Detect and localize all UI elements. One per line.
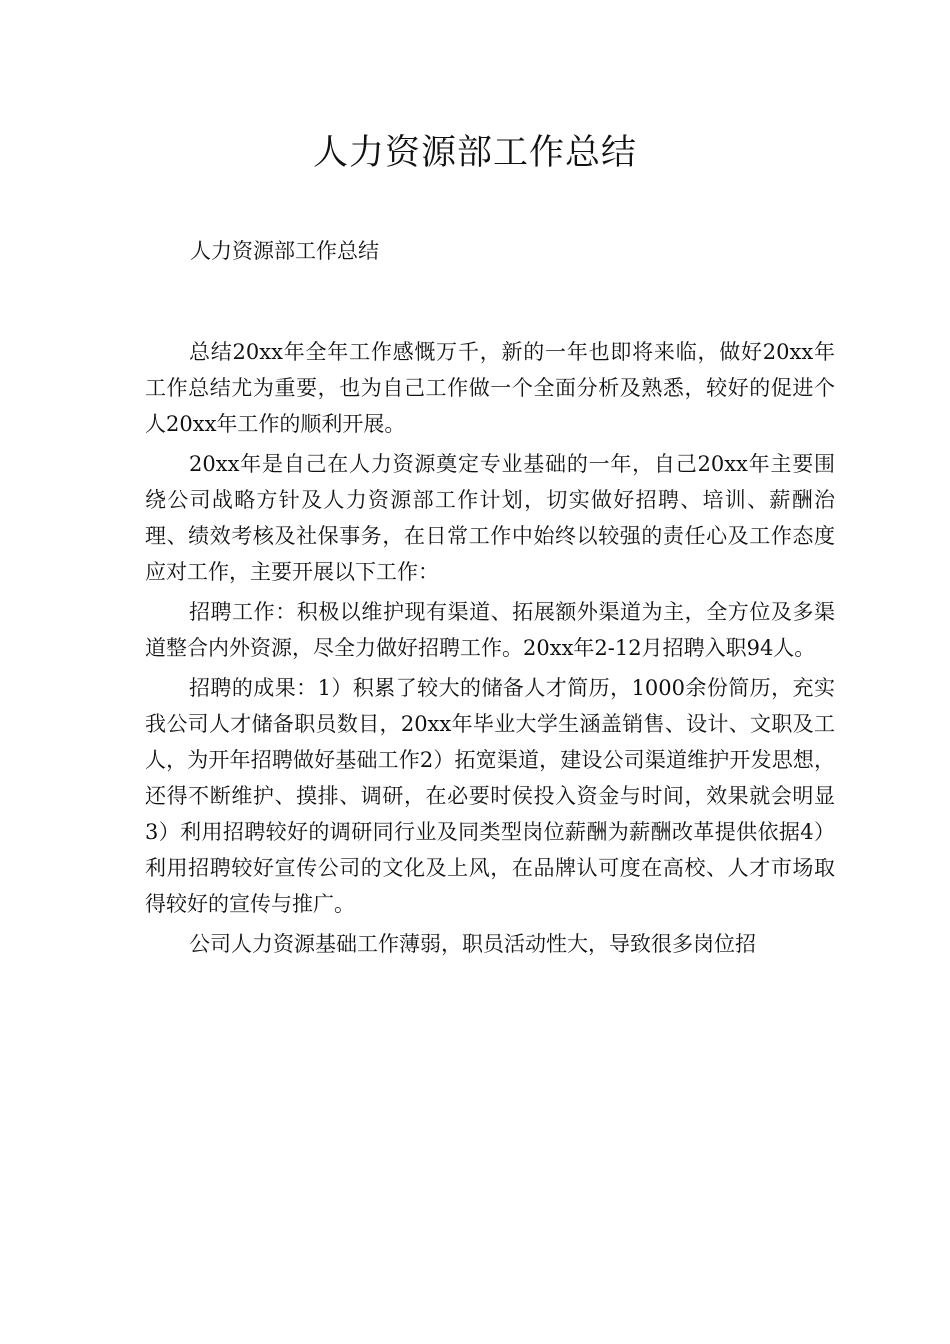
document-title: 人力资源部工作总结 — [312, 133, 637, 173]
paragraph-intro: 总结20xx年全年工作感慨万千，新的一年也即将来临，做好20xx年工作总结尤为重要，也为自己工作做一个全面分析及熟悉，较好的促进个人20xx年工作的顺利开展。 — [145, 340, 835, 436]
paragraph-hr-foundation: 公司人力资源基础工作薄弱，职员活动性大，导致很多岗位招 — [189, 932, 756, 956]
paragraph-recruitment-results: 招聘的成果：1）积累了较大的储备人才简历，1000余份简历，充实我公司人才储备职员数目，20xx年毕业大学生涵盖销售、设计、文职及工人，为开年招聘做好基础工作2）拓宽渠道，建设公司渠道维护开发思想，还得不断维护、摸排、调研，在必要时侯投入资金与时间，效果就会明显3）利用招聘较好的调研同行业及同类型岗位薪酬为薪酬改革提供依据4）利用招聘较好宣传公司的文化及上风，在品牌认可度在高校、人才市场取得较好的宣传与推广。 — [145, 676, 835, 916]
document-subtitle: 人力资源部工作总结 — [190, 239, 379, 263]
paragraph-overview: 20xx年是自己在人力资源奠定专业基础的一年，自己20xx年主要围绕公司战略方针及人力资源部工作计划，切实做好招聘、培训、薪酬治理、绩效考核及社保事务，在日常工作中始终以较强的责任心及工作态度应对工作，主要开展以下工作： — [145, 452, 835, 584]
paragraph-recruitment: 招聘工作：积极以维护现有渠道、拓展额外渠道为主，全方位及多渠道整合内外资源，尽全力做好招聘工作。20xx年2-12月招聘入职94人。 — [145, 600, 835, 660]
document-body — [145, 334, 835, 966]
